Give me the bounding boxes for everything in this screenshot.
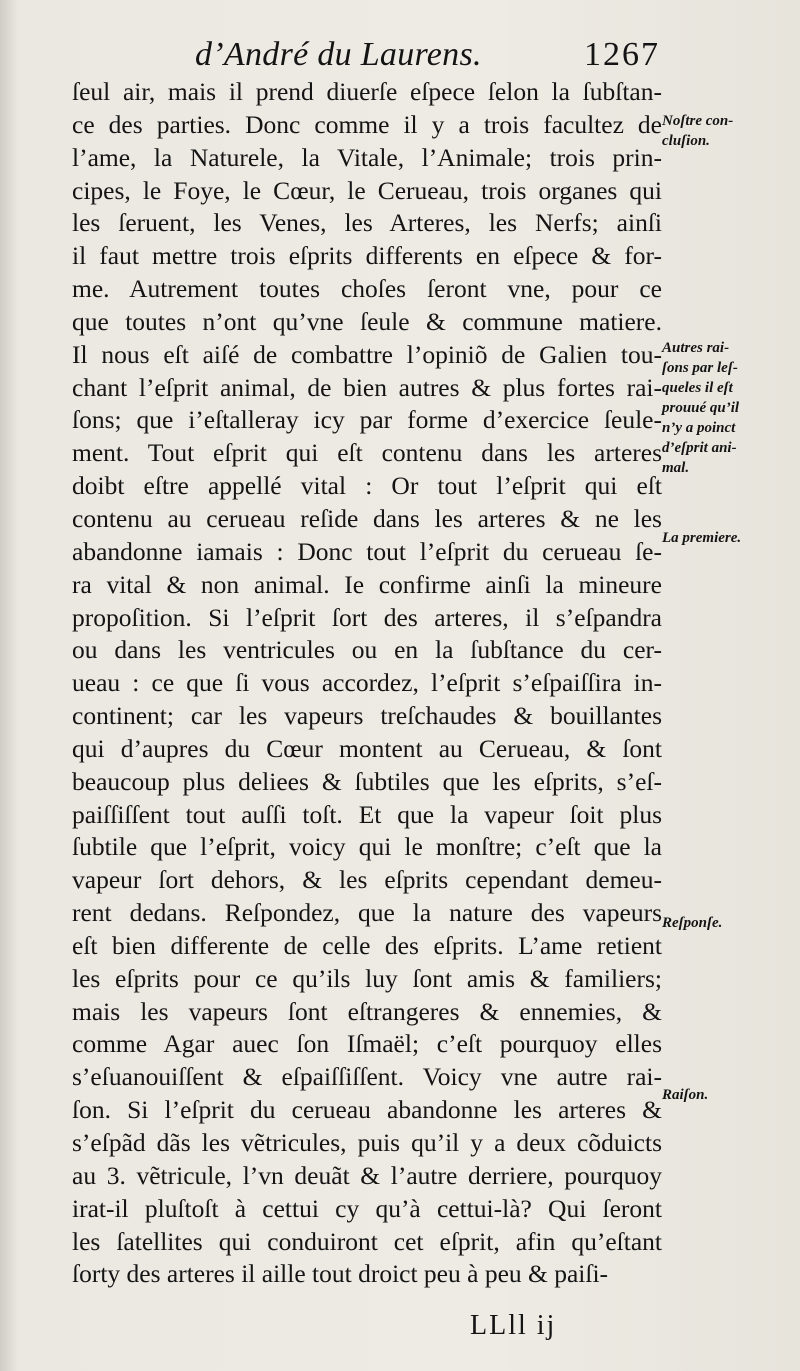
text-line: s’eſpãd dãs les vẽtricules, puis qu’il y a deux cõduicts	[72, 1128, 662, 1157]
text-line: chant l’eſprit animal, de bien autres & plus fortes rai-	[72, 372, 662, 402]
text-line: les ſeruent, les Venes, les Arteres, les Nerfs; ainſi	[72, 208, 662, 238]
margin-note-line: mal.	[662, 460, 690, 476]
text-line: au 3. vẽtricule, l’vn deuãt & l’autre derriere, pourquoy	[72, 1160, 662, 1190]
text-line: les eſprits pour ce qu’ils luy ſont amis & familiers;	[72, 963, 662, 993]
text-line: abandonne iamais : Donc tout l’eſprit du cerueau ſe-	[72, 536, 662, 566]
margin-note-responce	[662, 913, 722, 933]
signature-mark: LLll ij	[470, 1310, 557, 1341]
page-number: 1267	[584, 36, 660, 73]
margin-note-line: Autres rai-	[662, 340, 730, 356]
text-line: rent dedans. Reſpondez, que la nature des vapeurs	[72, 898, 662, 928]
margin-note-line: prouué qu’il	[662, 400, 740, 416]
text-line: ment. Tout eſprit qui eſt contenu dans les arteres	[72, 438, 662, 468]
text-line: l’ame, la Naturele, la Vitale, l’Animale; trois prin-	[72, 142, 662, 172]
text-line: me. Autrement toutes choſes ſeront vne, pour ce	[72, 274, 662, 304]
text-line: s’eſuanouiſſent & eſpaiſſiſſent. Voicy vne autre rai-	[72, 1062, 662, 1092]
margin-note-line: cluſion.	[662, 133, 710, 149]
text-line: ſeul air, mais il prend diuerſe eſpece ſelon la ſubſtan-	[72, 77, 662, 106]
text-line: qui d’aupres du Cœur montent au Cerueau, & ſont	[72, 733, 662, 763]
text-line: ueau : ce que ſi vous accordez, l’eſprit s’eſpaiſſira in-	[72, 668, 662, 698]
margin-note-autres-raisons	[662, 338, 739, 478]
text-line: continent; car les vapeurs treſchaudes & bouillantes	[72, 701, 662, 731]
margin-note-line: ſons par leſ-	[662, 360, 738, 376]
text-line: comme Agar auec ſon Iſmaël; c’eſt pourquoy elles	[72, 1029, 662, 1059]
text-line: ſorty des arteres il aille tout droict peu à peu & paiſi-	[72, 1259, 609, 1289]
text-line: ou dans les ventricules ou en la ſubſtance du cer-	[72, 635, 662, 665]
margin-note-line: Noſtre con-	[662, 113, 734, 129]
margin-note-line: d’eſprit ani-	[662, 440, 737, 456]
text-line: vapeur ſort dehors, & les eſprits cependant demeu-	[72, 865, 662, 895]
margin-note-line: Raiſon.	[662, 1087, 709, 1103]
text-line: paiſſiſſent tout auſſi toſt. Et que la vapeur ſoit plus	[72, 799, 662, 829]
text-line: eſt bien differente de celle des eſprits. L’ame retient	[72, 930, 662, 960]
text-line: propoſition. Si l’eſprit ſort des arteres, il s’eſpandra	[72, 602, 662, 632]
margin-note-la-premiere	[662, 528, 741, 548]
text-line: irat-il pluſtoſt à cettui cy qu’à cettui-là? Qui ſeront	[72, 1193, 662, 1223]
text-line: ce des parties. Donc comme il y a trois facultez de	[72, 109, 662, 139]
page-header	[80, 30, 670, 80]
text-line: que toutes n’ont qu’vne ſeule & commune matiere.	[72, 306, 662, 336]
text-line: contenu au cerueau reſide dans les arteres & ne les	[72, 503, 662, 533]
margin-note-line: n’y a poinct	[662, 420, 736, 436]
body-text	[72, 76, 662, 1291]
text-line: ra vital & non animal. Ie confirme ainſi la mineure	[72, 569, 662, 599]
margin-note-raison	[662, 1085, 708, 1105]
margin-note-line: Reſponſe.	[662, 915, 723, 931]
text-line: beaucoup plus deliees & ſubtiles que les eſprits, s’eſ-	[72, 766, 662, 796]
text-line: cipes, le Foye, le Cœur, le Cerueau, trois organes qui	[72, 175, 662, 205]
text-line: les ſatellites qui conduiront cet eſprit, afin qu’eſtant	[72, 1226, 662, 1256]
margin-note-line: La premiere.	[662, 530, 742, 546]
text-line: ſubtile que l’eſprit, voicy qui le monſtre; c’eſt que la	[72, 832, 662, 862]
text-line: mais les vapeurs ſont eſtrangeres & ennemies, &	[72, 996, 662, 1026]
text-line: il faut mettre trois eſprits differents en eſpece & for-	[72, 241, 662, 271]
text-line: ſon. Si l’eſprit du cerueau abandonne les arteres &	[72, 1095, 662, 1125]
text-line: ſons; que i’eſtalleray icy par forme d’exercice ſeule-	[72, 405, 662, 435]
margin-note-line: queles il eſt	[662, 380, 733, 396]
text-line: doibt eſtre appellé vital : Or tout l’eſprit qui eſt	[72, 471, 662, 501]
text-line: Il nous eſt aiſé de combattre l’opiniõ de Galien tou-	[72, 339, 662, 369]
running-title: d’André du Laurens.	[195, 36, 482, 73]
margin-note-nostre-conclusion	[662, 111, 733, 151]
